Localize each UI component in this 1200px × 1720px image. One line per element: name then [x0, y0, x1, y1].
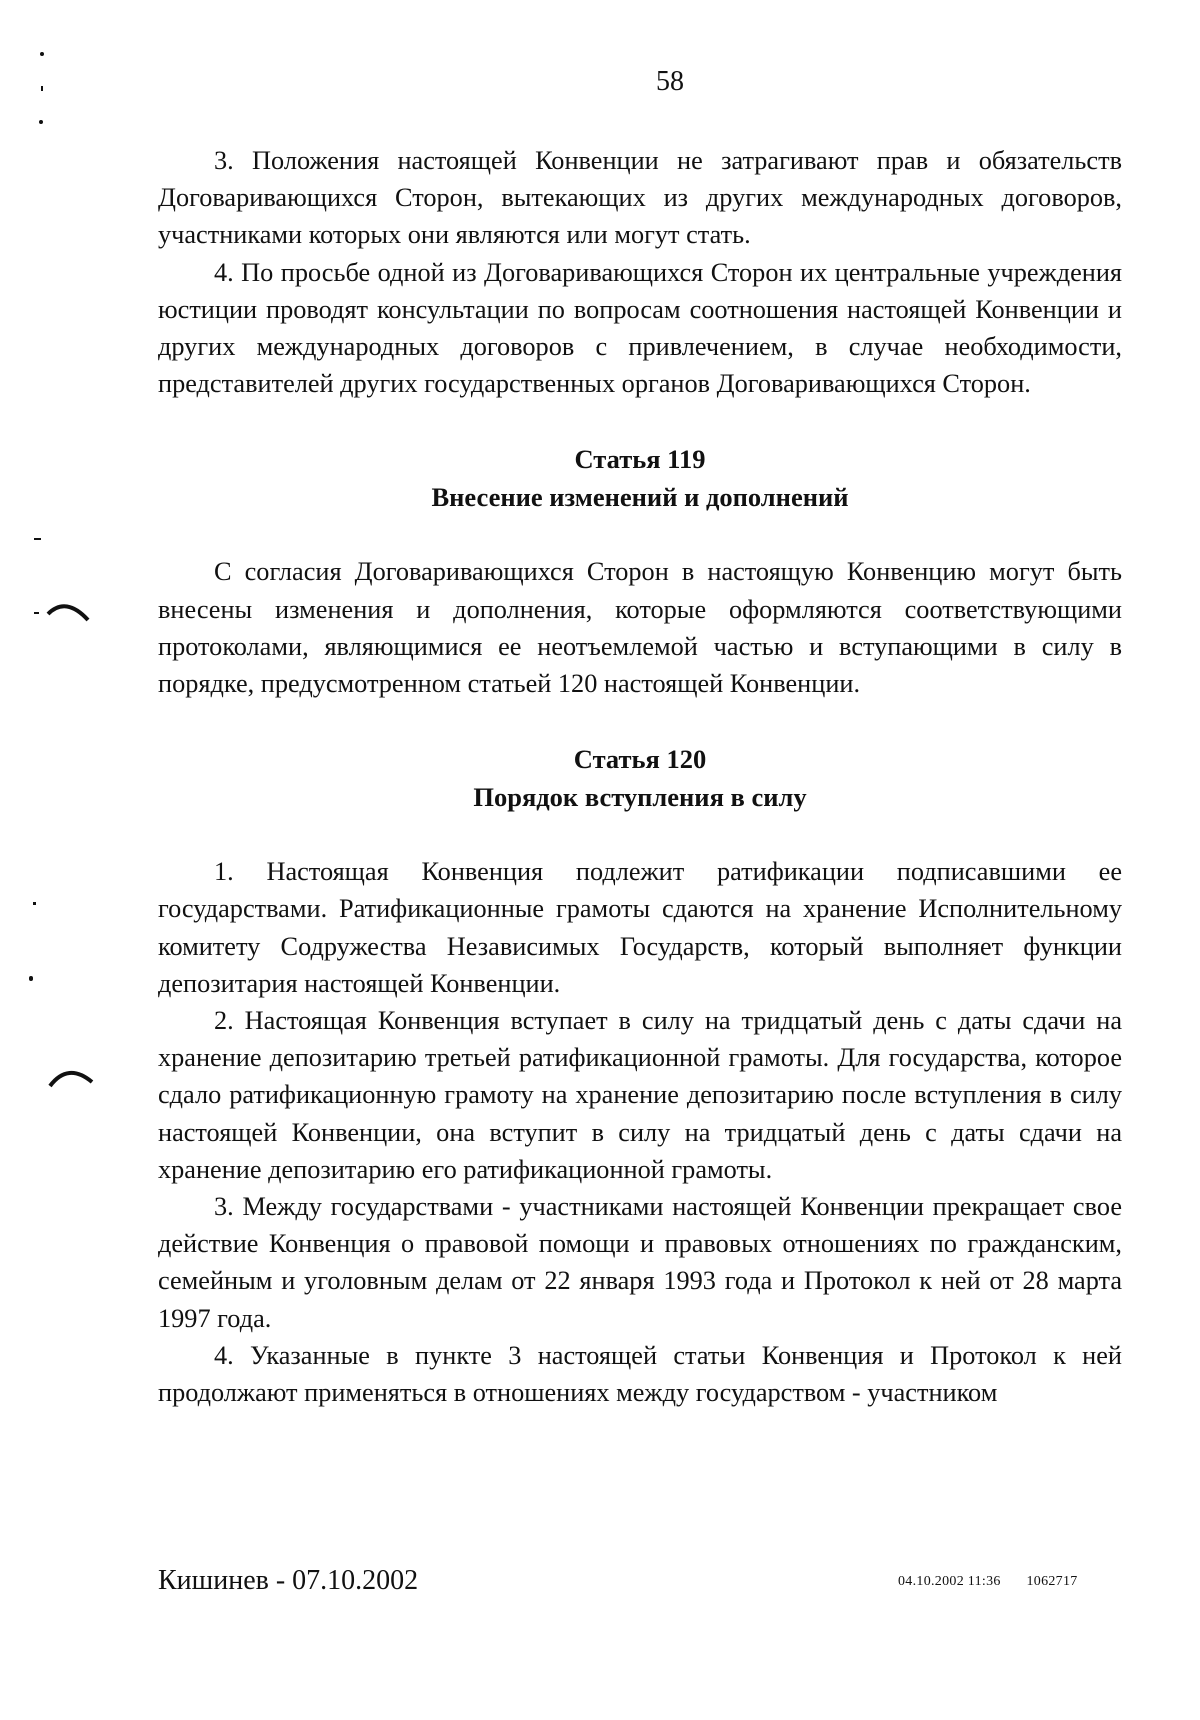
- fax-id: 1062717: [1026, 1574, 1078, 1589]
- paragraph: 3. Между государствами - участниками настоящей Конвенции прекращает свое действие Конвенция о правовой помощи и правовых отношениях по гражданским, семейным и уголовным делам от 22 января 1993 года и Протокол к ней от 28 марта 1997 года.: [158, 1192, 1122, 1333]
- page-number: 58: [656, 66, 684, 97]
- article-title: Внесение изменений и дополнений: [431, 482, 849, 513]
- scan-dot: [29, 976, 33, 981]
- scan-dot: [33, 902, 36, 905]
- fax-timestamp: 04.10.2002 11:36: [898, 1574, 1001, 1589]
- paragraph: 4. По просьбе одной из Договаривающихся Сторон их центральные учреждения юстиции проводят консультации по вопросам соотношения настоящей Конвенции и других международных договоров с привлечением, в случае необходимости, представителей других государственных органов Договаривающихся Сторон.: [158, 257, 1122, 399]
- paragraph: 4. Указанные в пункте 3 настоящей статьи Конвенция и Протокол к ней продолжают применяться в отношениях между государством - участником: [158, 1340, 1122, 1408]
- scan-dot: [39, 120, 43, 124]
- footer-place-date: Кишинев - 07.10.2002: [158, 1565, 419, 1596]
- paragraph: 3. Положения настоящей Конвенции не затрагивают прав и обязательств Договаривающихся Сторон, вытекающих из других международных договоров, участниками которых они являются или могут стать.: [158, 146, 1122, 250]
- fax-header: [898, 1574, 1100, 1590]
- paragraph: 1. Настоящая Конвенция подлежит ратификации подписавшими ее государствами. Ратификационные грамоты сдаются на хранение Исполнительному комитету Содружества Независимых Государств, который выполняет функции депозитария настоящей Конвенции.: [158, 857, 1122, 998]
- scan-dot: [40, 52, 44, 56]
- scan-dot: [34, 612, 39, 614]
- scan-arc-mark: [46, 598, 92, 626]
- article-number: Статья 120: [573, 744, 707, 775]
- scan-dot: [34, 538, 41, 540]
- paragraph: С согласия Договаривающихся Сторон в настоящую Конвенцию могут быть внесены изменения и дополнения, которые оформляются соответствующими протоколами, являющимися ее неотъемлемой частью и вступающими в силу в порядке, предусмотренном статьей 120 настоящей Конвенции.: [158, 557, 1122, 699]
- document-body: [158, 142, 1122, 1411]
- paragraph: 2. Настоящая Конвенция вступает в силу на тридцатый день с даты сдачи на хранение депозитарию третьей ратификационной грамоты. Для государства, которое сдало ратификационную грамоту на хранение депозитарию после вступления в силу настоящей Конвенции, она вступит в силу на тридцатый день с даты сдачи на хранение депозитарию его ратификационной грамоты.: [158, 1006, 1122, 1184]
- article-number: Статья 119: [574, 444, 706, 475]
- scan-arc-mark: [48, 1064, 96, 1092]
- article-title: Порядок вступления в силу: [473, 782, 807, 813]
